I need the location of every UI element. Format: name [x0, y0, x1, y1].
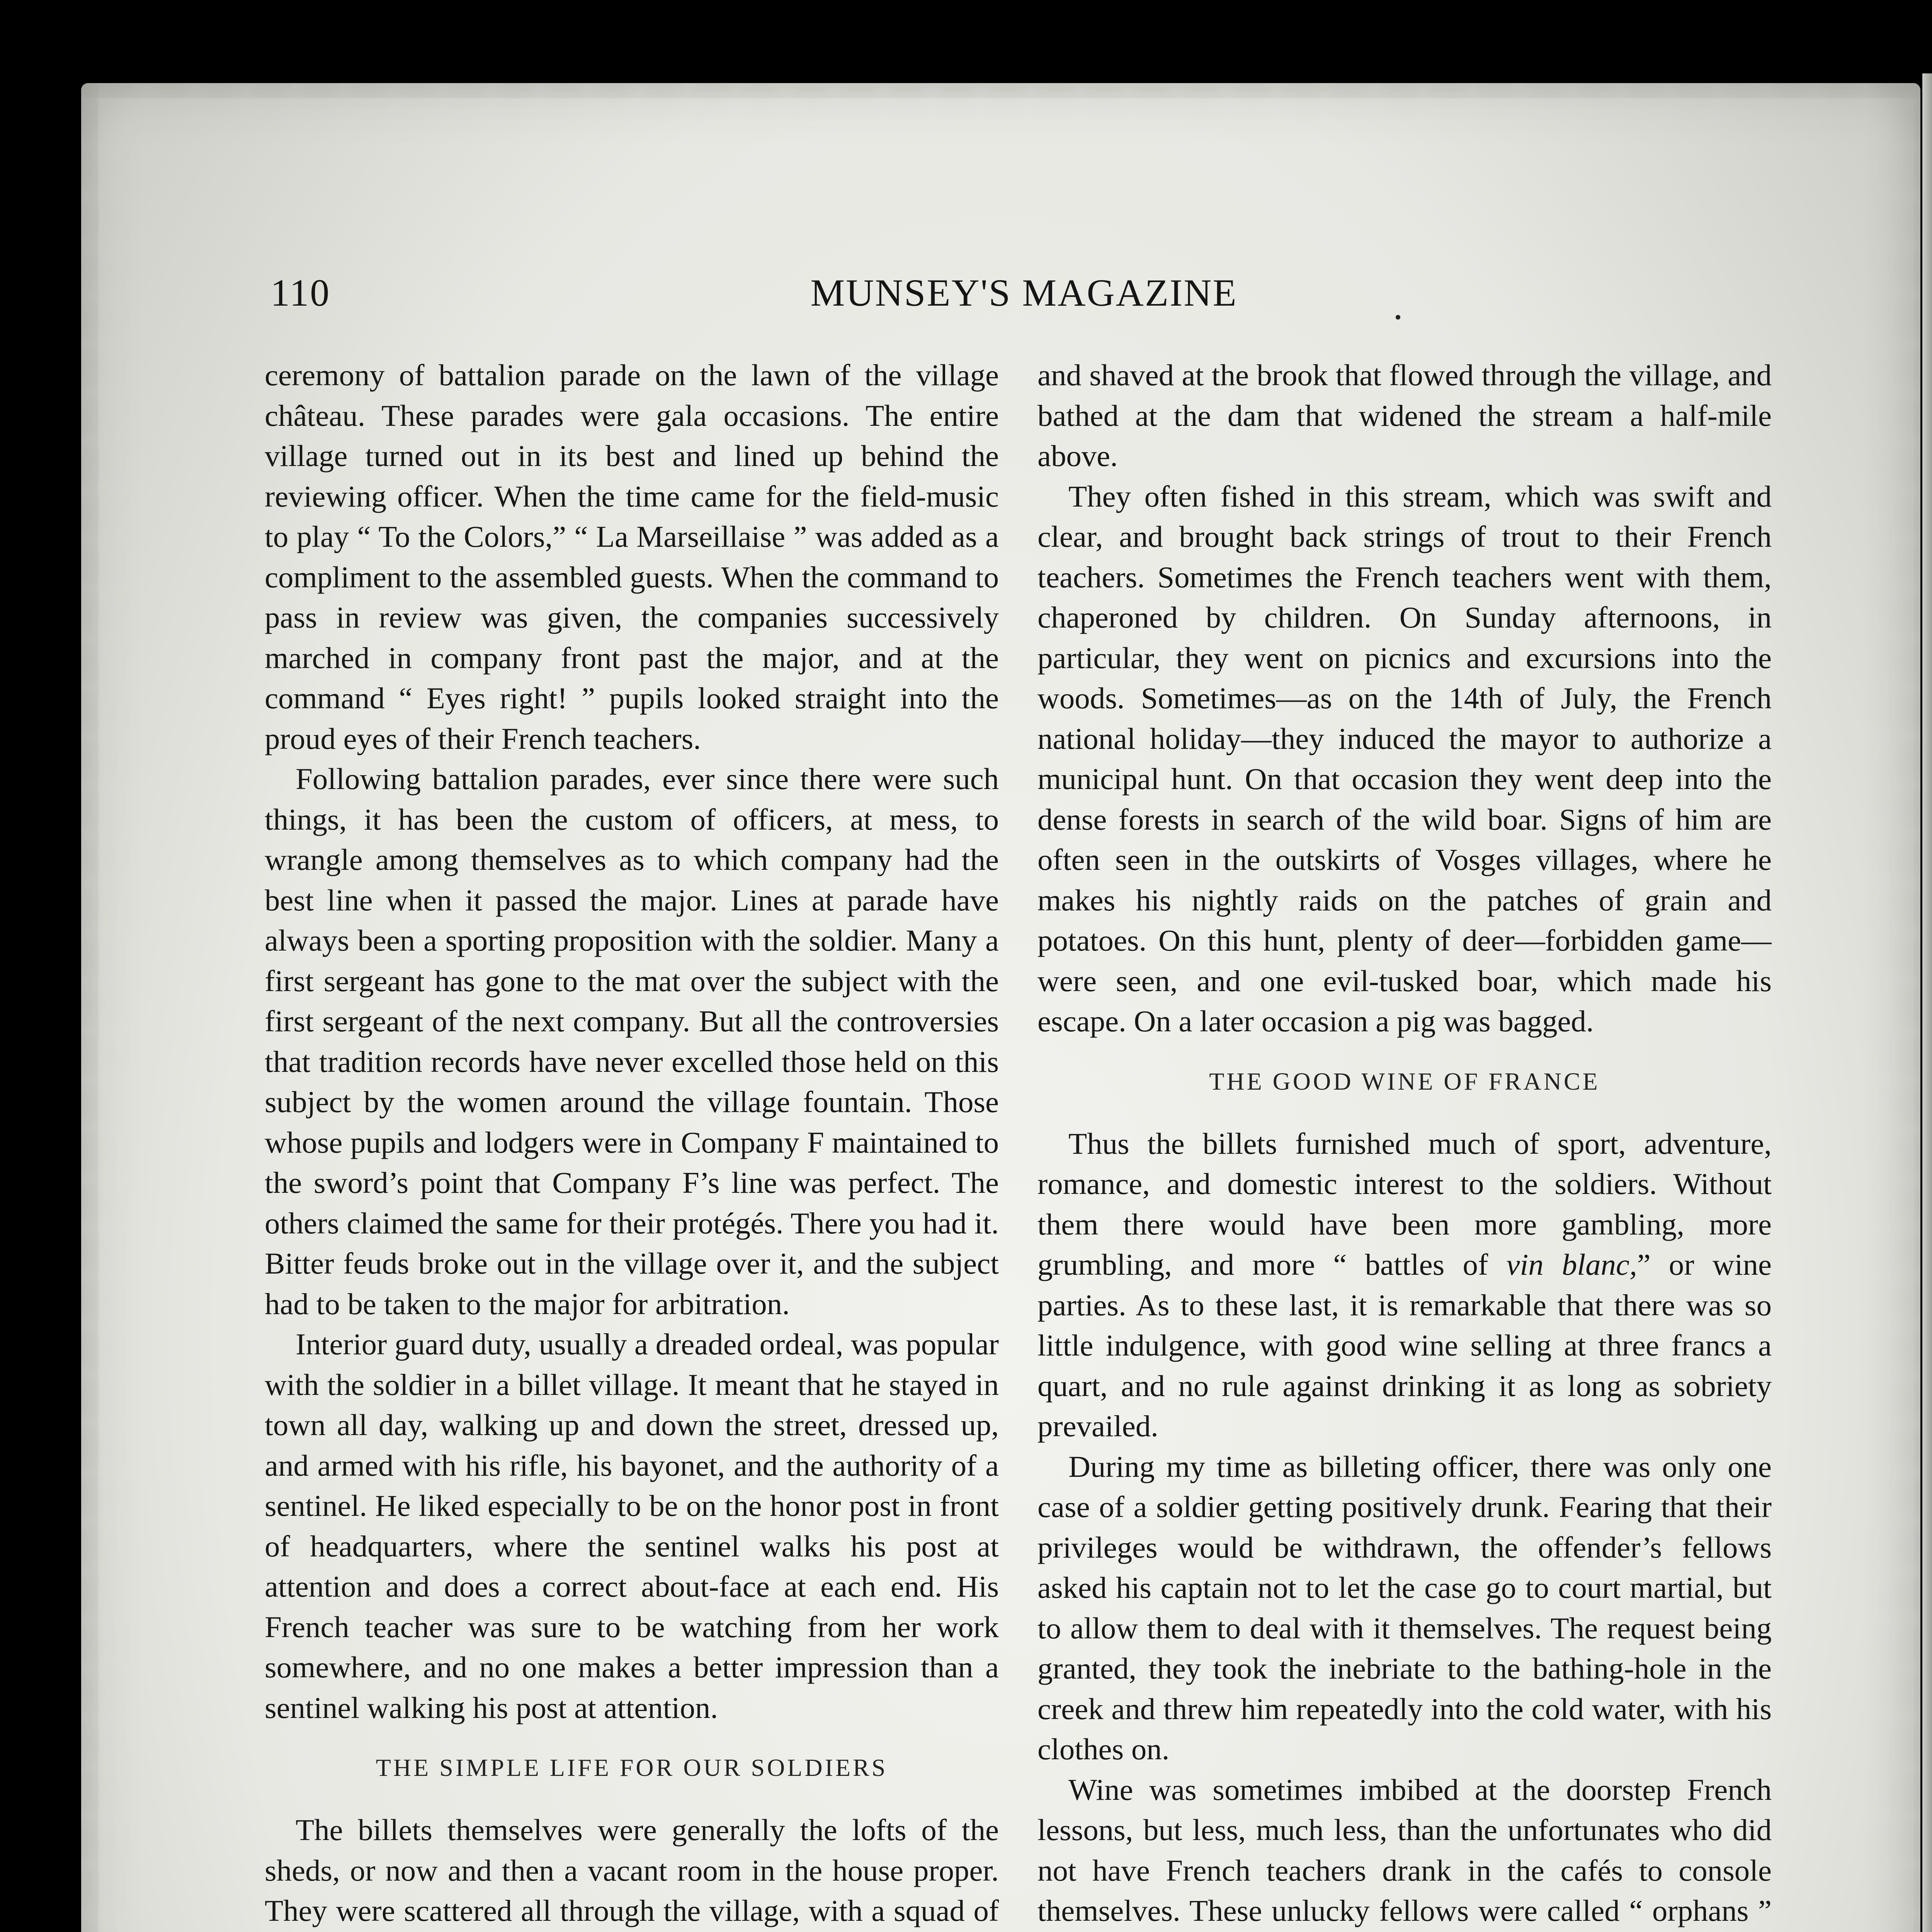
page-header	[270, 270, 1777, 325]
paragraph: ceremony of battalion parade on the lawn of the village château. These parades were gala occasions. The entire village turned out in its best and lined up behind the reviewing officer. When the time came for the field-music to play “ To the Colors,” “ La Marseillaise ” was added as a compliment to the assembled guests. When the command to pass in review was given, the companies successively marched in company front past the major, and at the command “ Eyes right! ” pupils looked straight into the proud eyes of their French teachers.	[265, 359, 999, 756]
paragraph-text: ” or wine parties. As to these last, it is remarkable that there was so little indulgence, with good wine selling at three francs a quart, and no rule against drinking it as long as sobriety prevailed.	[1037, 1248, 1772, 1443]
left-column	[265, 355, 999, 1932]
section-heading: THE GOOD WINE OF FRANCE	[1209, 1067, 1600, 1095]
paragraph: They often fished in this stream, which was swift and clear, and brought back strings of trout to their French teachers. Sometimes the French teachers went with them, chaperoned by children. On Sunday afternoons, in particular, they went on picnics and excursions into the woods. Sometimes—as on the 14th of July, the French national holiday—they induced the mayor to authorize a municipal hunt. On that occasion they went deep into the dense forests in search of the wild boar. Signs of him are often seen in the outskirts of Vosges villages, where he makes his nightly raids on the patches of grain and potatoes. On this hunt, plenty of deer—forbidden game—were seen, and one evil-tusked boar, which made his escape. On a later occasion a pig was bagged.	[1037, 480, 1772, 1038]
section-heading: THE SIMPLE LIFE FOR OUR SOLDIERS	[376, 1754, 888, 1781]
paragraph: Interior guard duty, usually a dreaded ordeal, was popular with the soldier in a billet village. It meant that he stayed in town all day, walking up and down the street, dressed up, and armed with his rifle, his bayonet, and the authority of a sentinel. He liked especially to be on the honor post in front of headquarters, where the sentinel walks his post at attention and does a correct about-face at each end. His French teacher was sure to be watching from her work somewhere, and no one makes a better impression than a sentinel walking his post at attention.	[265, 1328, 999, 1725]
paragraph: Following battalion parades, ever since there were such things, it has been the custom of officers, at mess, to wrangle among themselves as to which company had the best line when it passed the major. Lines at parade have always been a sporting proposition with the soldier. Many a first sergeant has gone to the mat over the subject with the first sergeant of the next company. But all the controversies that tradition records have never excelled those held on this subject by the women around the village fountain. Those whose pupils and lodgers were in Company F maintained to the sword’s point that Company F’s line was perfect. The others claimed the same for their protégés. There you had it. Bitter feuds broke out in the village over it, and the subject had to be taken to the major for arbitration.	[265, 762, 999, 1321]
running-title: MUNSEY'S MAGAZINE	[810, 271, 1238, 314]
print-speck	[1396, 315, 1400, 320]
italic-phrase: vin blanc,	[1506, 1248, 1637, 1282]
paragraph-text: Thus the billets furnished much of sport, adventure, romance, and domestic interest to the soldiers. Without them there would have been more gambling, more grumbling, and more “ battles of	[1037, 1127, 1772, 1282]
paragraph: During my time as billeting officer, there was only one case of a soldier getting positively drunk. Fearing that their privileges would be withdrawn, the offender’s fellows asked his captain not to let the case go to court martial, but to allow them to deal with it themselves. The request being granted, they took the inebriate to the bathing-hole in the creek and threw him repeatedly into the cold water, with his clothes on.	[1037, 1450, 1772, 1766]
right-column	[1037, 355, 1772, 1932]
paragraph: and shaved at the brook that flowed through the village, and bathed at the dam that widened the stream a half-mile above.	[1037, 359, 1772, 473]
page-number: 110	[270, 271, 331, 314]
paragraph	[1037, 1124, 1772, 1447]
paragraph: The billets themselves were generally the lofts of the sheds, or now and then a vacant room in the house proper. They were scattered all through the village, with a squad of	[265, 1813, 999, 1928]
page-binding-edge	[1922, 73, 1932, 1932]
paragraph: Wine was sometimes imbibed at the doorstep French lessons, but less, much less, than the unfortunates who did not have French teachers drank in the cafés to console themselves. These unlucky fellows were called “ orphans ”	[1037, 1773, 1772, 1928]
